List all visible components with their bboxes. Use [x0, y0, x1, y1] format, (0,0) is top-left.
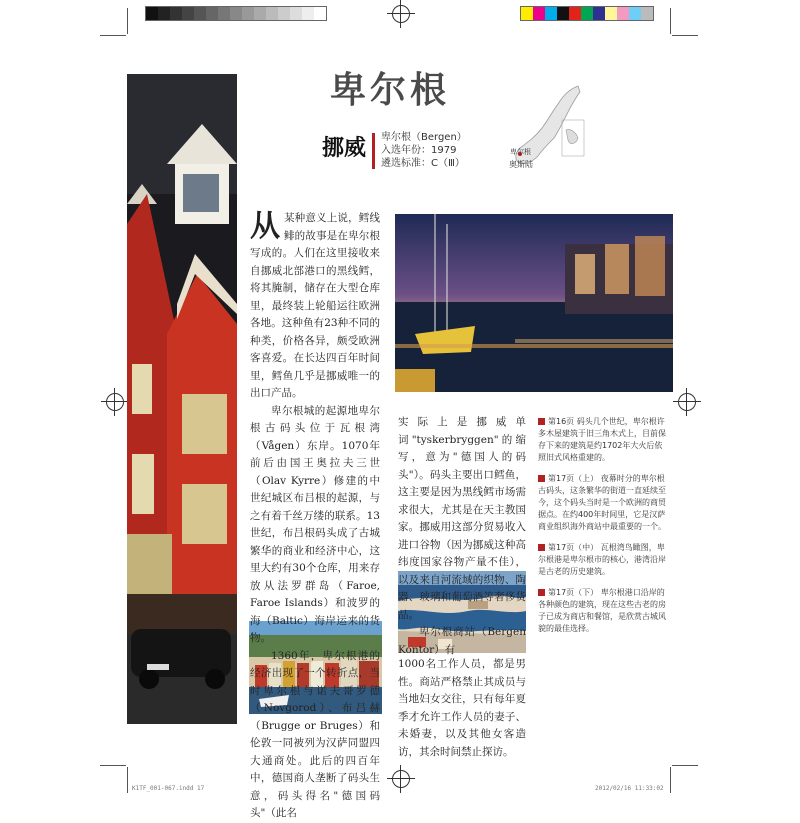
crop-mark: [100, 765, 126, 766]
caption-marker: [538, 589, 545, 596]
country-name: 挪威: [322, 136, 367, 161]
paragraph-3: 1360年，卑尔根港的经济出现了一个转折点，当时卑尔根与诺夫哥罗德（Novgorod）、布吕赫（Brugge or Bruges）和伦敦一同被列为汉萨同盟四大通商处。此后的四百年中，德国商人垄断了码头生意，码头得名"德国码头"（此名: [250, 649, 380, 819]
color-bar: [520, 6, 654, 21]
photo-captions: [538, 416, 668, 644]
paragraph-4: 实际上是挪威单词"tyskerbryggen"的缩写，意为"德国人的码头"）。码头主要出口鳕鱼，这主要是因为黑线鳕市场需求很大，尤其是在天主教国家。挪威用这部分贸易收入进口谷物（因为挪威这种高纬度国家谷物产量不佳），以及来自河流域的织物、陶器、玻璃和葡萄酒等奢侈货品。: [398, 416, 526, 621]
crop-mark: [670, 767, 671, 793]
grayscale-bar: [145, 6, 327, 21]
caption-marker: [538, 544, 545, 551]
caption-page17-top: 第17页（上） 夜幕时分的卑尔根古码头，这条繁华的街道一直延续至今，这个码头当时是一个欧洲的商贸据点。在约400年时间里，它是汉萨商业组织海外商站中最重要的一个。: [538, 474, 666, 531]
paragraph-2: 卑尔根城的起源地卑尔根古码头位于瓦根湾（Vågen）东岸。1070年前后由国王奥拉夫三世（Olav Kyrre）修建的中世纪城区布吕根的起源，与之有着千丝万缕的联系。13世纪，布吕根码头成了古城繁华的商业和经济中心，这里大约有30个仓库，用来存放从法罗群岛（Faroe, Faroe Islands）和波罗的海（Baltic）海岸运来的货物。: [250, 404, 380, 644]
text-column-2: [398, 414, 526, 656]
registration-mark-right: [678, 393, 696, 411]
page-title: 卑尔根: [330, 70, 451, 111]
crop-mark: [670, 8, 671, 34]
map-label-country: 奥斯陆: [509, 160, 533, 169]
registration-mark-bottom: [392, 770, 410, 788]
site-name: 卑尔根（Bergen）: [381, 132, 467, 143]
paragraph-1: 某种意义上说，鳕线鲱的故事是在卑尔根写成的。人们在这里接收来自挪威北部港口的黑线鳕，将其腌制，储存在大型仓库里，最终装上轮船运往欧洲各地。这种鱼有23种不同的种类，价格各异，颇受欧洲客喜爱。在长达四百年时间里，鳕鱼几乎是挪威唯一的出口产品。: [250, 212, 380, 399]
dropcap: 从: [250, 209, 280, 244]
registration-mark-top: [392, 5, 410, 23]
caption-marker: [538, 418, 545, 425]
paragraph-6: 1000名工作人员，都是男性。商站严格禁止其成员与当地妇女交往，只有每年夏季才允许工作人员的妻子、未婚妻，以及其他女客造访，其余时间禁止探访。: [398, 658, 526, 758]
caption-page17-middle: 第17页（中） 瓦根湾鸟瞰图，卑尔根港是卑尔根市的核心，港湾沿岸是古老的历史建筑。: [538, 543, 666, 576]
bryggen-houses-photo: [127, 74, 237, 724]
site-info: [381, 131, 467, 170]
crop-mark: [672, 765, 698, 766]
inscription-year: 入选年份：1979: [381, 145, 457, 156]
text-column-3: [398, 656, 526, 758]
crop-mark: [127, 8, 128, 34]
crop-mark: [100, 35, 126, 36]
map-label-city: 卑尔根: [510, 148, 531, 156]
harbour-night-photo: [395, 214, 673, 392]
crop-mark: [127, 767, 128, 793]
caption-marker: [538, 475, 545, 482]
caption-page16: 第16页 码头几个世纪，卑尔根许多木屋建筑于旧三角木式上，目前保存下来的建筑是约1702年大火后依照旧式风格重建的。: [538, 417, 666, 462]
paragraph-5: 卑尔根商站（Bergen Kontor）有: [398, 626, 526, 656]
crop-mark: [672, 35, 698, 36]
text-column-1: [250, 209, 380, 819]
selection-criteria: 遴选标准：C（Ⅲ）: [381, 158, 465, 169]
registration-mark-left: [106, 393, 124, 411]
footer-timestamp: 2012/02/16 11:33:02: [595, 785, 664, 792]
caption-page17-bottom: 第17页（下） 卑尔根港口沿岸的各种颜色的建筑，现在这些古老的房子已成为商店和餐馆，是欣赏古城风貌的最佳选择。: [538, 588, 666, 633]
footer-file-info: K1TF_001-067.indd 17: [132, 785, 205, 792]
info-accent-bar: [372, 133, 375, 169]
